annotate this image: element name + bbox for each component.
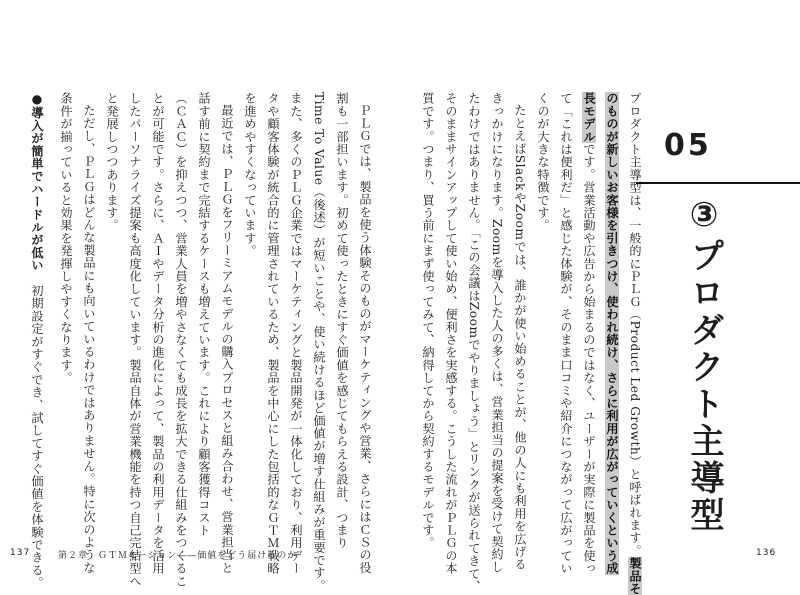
right-text-col-4: て「これは便利だ」と感じた体験が、そのまま口コミや紹介につながって広がってい: [559, 92, 573, 575]
right-col-1-text: プロダクト主導型は、一般的にＰＬＧ（Product Led Growth）と呼ばれます。: [628, 92, 642, 557]
left-text-col-10: とが可能です。さらに、ＡＩやデータ分析の進化によって、製品の利用データを活用: [151, 92, 165, 575]
running-footer-chapter: 第２章 ＧＴＭモーション――価値をどう届けるのか: [58, 551, 298, 561]
left-text-col-13: ただし、ＰＬＧはどんな製品にも向いているわけではありません。特に次のような: [82, 104, 96, 574]
left-bullet-item: [25, 92, 49, 589]
right-text-col-7: きっかけになります。Zoomを導入した人の多くは、営業担当の提案を受けて契約し: [490, 92, 504, 574]
right-text-col-8: たわけではありません。「この会議はZoomでやりましょう」とリンクが送られてきて、: [467, 92, 481, 593]
left-text-col-5: タや顧客体験が統合的に管理されているため、製品を中心にした包括的なＧＴＭ戦略: [266, 92, 280, 575]
bullet-heading: ●導入が簡単でハードルが低い: [30, 92, 44, 272]
left-text-col-3: Time To Value（後述）が短いことや、使い続けるほど価値が増す仕組みが重要です。: [312, 92, 326, 592]
right-col-1-highlight: 製品そ: [628, 556, 642, 595]
right-col-2-highlight: のものが新しいお客様を引きつけ、使われ続け、さらに利用が広がっていくという成: [605, 92, 619, 575]
left-page-number: 137: [10, 548, 31, 558]
right-col-3-text: です。営業活動や広告から始まるのではなく、ユーザーが実際に製品を使っ: [582, 142, 596, 575]
right-text-col-6: たとえばSlackやZoomでは、誰かが使い始めることが、他の人にも利用を広げる: [513, 104, 527, 571]
right-text-col-3: [577, 92, 601, 575]
bullet-spacer: [30, 272, 44, 285]
left-text-col-4: また、多くのＰＬＧ企業ではマーケティングと製品開発が一体化しており、利用デー: [289, 92, 303, 575]
right-text-col-2: [600, 92, 624, 575]
left-text-col-9: （ＣＡＣ）を抑えつつ、営業人員を増やさなくても成長を拡大できる仕組みをつくるこ: [174, 92, 188, 588]
left-text-col-11: したパーソナライズ提案も高度化しています。製品自体が営業機能を持つ自己完結型へ: [128, 92, 142, 588]
left-text-col-2: 割も一部担います。初めて使ったときにすぐ価値を感じてもらえる設計、つまり: [335, 92, 349, 550]
right-text-col-1: [623, 92, 647, 595]
bullet-text: 初期設定がすぐでき、試してすぐ価値を体験できる。: [30, 284, 44, 590]
right-text-col-10: 質です。つまり、買う前にまず使ってみて、納得してから契約するモデルです。: [421, 92, 435, 550]
right-page-number: 136: [756, 548, 777, 558]
section-title: ③プロダクト主導型: [684, 195, 724, 534]
right-col-3-highlight: 長モデル: [582, 92, 596, 143]
left-text-col-8: 話す前に契約まで完結するケースも増えています。これにより顧客獲得コスト: [197, 92, 211, 537]
left-text-col-7: 最近では、ＰＬＧをフリーミアムモデルの購入プロセスと組み合わせ、営業担当と: [220, 104, 234, 574]
right-text-col-5: くのが大きな特徴です。: [536, 92, 550, 232]
left-text-col-6: を進めやすくなっています。: [243, 92, 257, 258]
chapter-divider: [636, 182, 800, 184]
chapter-number: 05: [664, 128, 712, 163]
right-text-col-9: そのままサインアップして使い始め、便利さを実感する。こうした流れがＰＬＧの本: [444, 92, 458, 575]
left-text-col-1: ＰＬＧでは、製品を使う体験そのものがマーケティングや営業、さらにはＣＳの役: [358, 104, 372, 574]
left-text-col-14: 条件が揃っていると効果を発揮しやすくなります。: [59, 92, 73, 385]
left-text-col-12: と発展しつつあります。: [105, 92, 119, 232]
